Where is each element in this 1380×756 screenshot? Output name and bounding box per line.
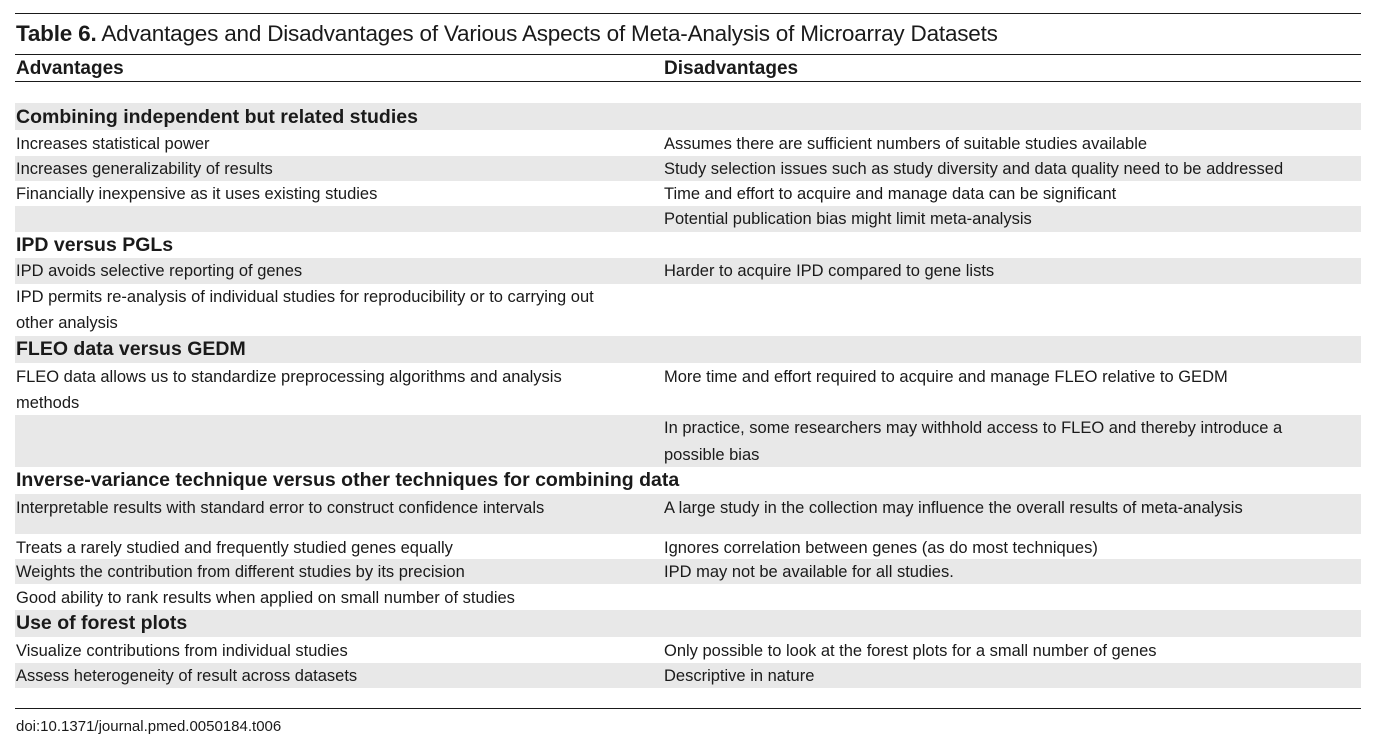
table-top-rule bbox=[15, 13, 1361, 14]
disadvantage-cell: Descriptive in nature bbox=[664, 667, 815, 685]
table-caption bbox=[16, 19, 998, 49]
advantage-cell: Treats a rarely studied and frequently studied genes equally bbox=[16, 539, 453, 557]
disadvantage-cell: Time and effort to acquire and manage data can be significant bbox=[664, 185, 1117, 203]
disadvantage-cell: Potential publication bias might limit meta-analysis bbox=[664, 210, 1032, 228]
header-top-rule bbox=[15, 54, 1361, 55]
table-row bbox=[15, 534, 1361, 559]
table-row bbox=[15, 258, 1361, 284]
disadvantage-cell: More time and effort required to acquire and manage FLEO relative to GEDM bbox=[664, 368, 1228, 386]
advantage-cell-continued: methods bbox=[16, 394, 80, 412]
section-title: Use of forest plots bbox=[16, 612, 188, 634]
table-label: Table 6. bbox=[16, 21, 97, 46]
table-row bbox=[15, 415, 1361, 467]
advantage-cell: Assess heterogeneity of result across datasets bbox=[16, 667, 358, 685]
table-row bbox=[15, 156, 1361, 181]
disadvantage-cell: In practice, some researchers may withhold access to FLEO and thereby introduce a bbox=[664, 419, 1283, 437]
table-row bbox=[15, 584, 1361, 610]
table-row bbox=[15, 363, 1361, 415]
disadvantage-cell: Assumes there are sufficient numbers of suitable studies available bbox=[664, 135, 1148, 153]
table-row bbox=[15, 663, 1361, 688]
table-bottom-rule bbox=[15, 708, 1361, 709]
advantage-cell: IPD permits re-analysis of individual studies for reproducibility or to carrying out bbox=[16, 288, 594, 306]
advantage-cell: Visualize contributions from individual studies bbox=[16, 642, 348, 660]
table-row bbox=[15, 284, 1361, 336]
table-row bbox=[15, 181, 1361, 206]
section-header-row bbox=[15, 336, 1361, 363]
advantage-cell: FLEO data allows us to standardize preprocessing algorithms and analysis bbox=[16, 368, 562, 386]
advantage-cell: Increases generalizability of results bbox=[16, 160, 273, 178]
table-row bbox=[15, 130, 1361, 156]
advantage-cell-continued: other analysis bbox=[16, 314, 118, 332]
disadvantage-cell: Study selection issues such as study diversity and data quality need to be addressed bbox=[664, 160, 1284, 178]
table-row bbox=[15, 206, 1361, 232]
section-title: Combining independent but related studies bbox=[16, 106, 418, 128]
doi-footnote: doi:10.1371/journal.pmed.0050184.t006 bbox=[16, 718, 282, 735]
disadvantage-cell: Only possible to look at the forest plots for a small number of genes bbox=[664, 642, 1157, 660]
disadvantage-cell-continued: possible bias bbox=[664, 446, 760, 464]
section-title: FLEO data versus GEDM bbox=[16, 338, 246, 360]
column-header-disadvantages: Disadvantages bbox=[664, 58, 799, 79]
advantage-cell: Increases statistical power bbox=[16, 135, 210, 153]
section-title: IPD versus PGLs bbox=[16, 234, 174, 256]
section-header-row bbox=[15, 610, 1361, 637]
disadvantage-cell: A large study in the collection may influence the overall results of meta-analysis bbox=[664, 499, 1243, 517]
disadvantage-cell: Harder to acquire IPD compared to gene lists bbox=[664, 262, 995, 280]
advantage-cell: IPD avoids selective reporting of genes bbox=[16, 262, 303, 280]
section-header-row bbox=[15, 103, 1361, 130]
table-row bbox=[15, 637, 1361, 663]
section-title: Inverse-variance technique versus other techniques for combining data bbox=[16, 469, 680, 491]
table-row bbox=[15, 559, 1361, 584]
section-header-row bbox=[15, 232, 1361, 258]
table-title: Advantages and Disadvantages of Various Aspects of Meta-Analysis of Microarray Datasets bbox=[101, 21, 998, 46]
advantage-cell: Financially inexpensive as it uses existing studies bbox=[16, 185, 378, 203]
table-row bbox=[15, 494, 1361, 534]
advantage-cell: Weights the contribution from different studies by its precision bbox=[16, 563, 465, 581]
disadvantage-cell: IPD may not be available for all studies. bbox=[664, 563, 954, 581]
disadvantage-cell: Ignores correlation between genes (as do most techniques) bbox=[664, 539, 1098, 557]
advantage-cell: Interpretable results with standard error to construct confidence intervals bbox=[16, 499, 545, 517]
section-header-row bbox=[15, 467, 1361, 494]
advantage-cell: Good ability to rank results when applied on small number of studies bbox=[16, 589, 515, 607]
column-header-advantages: Advantages bbox=[16, 58, 124, 79]
